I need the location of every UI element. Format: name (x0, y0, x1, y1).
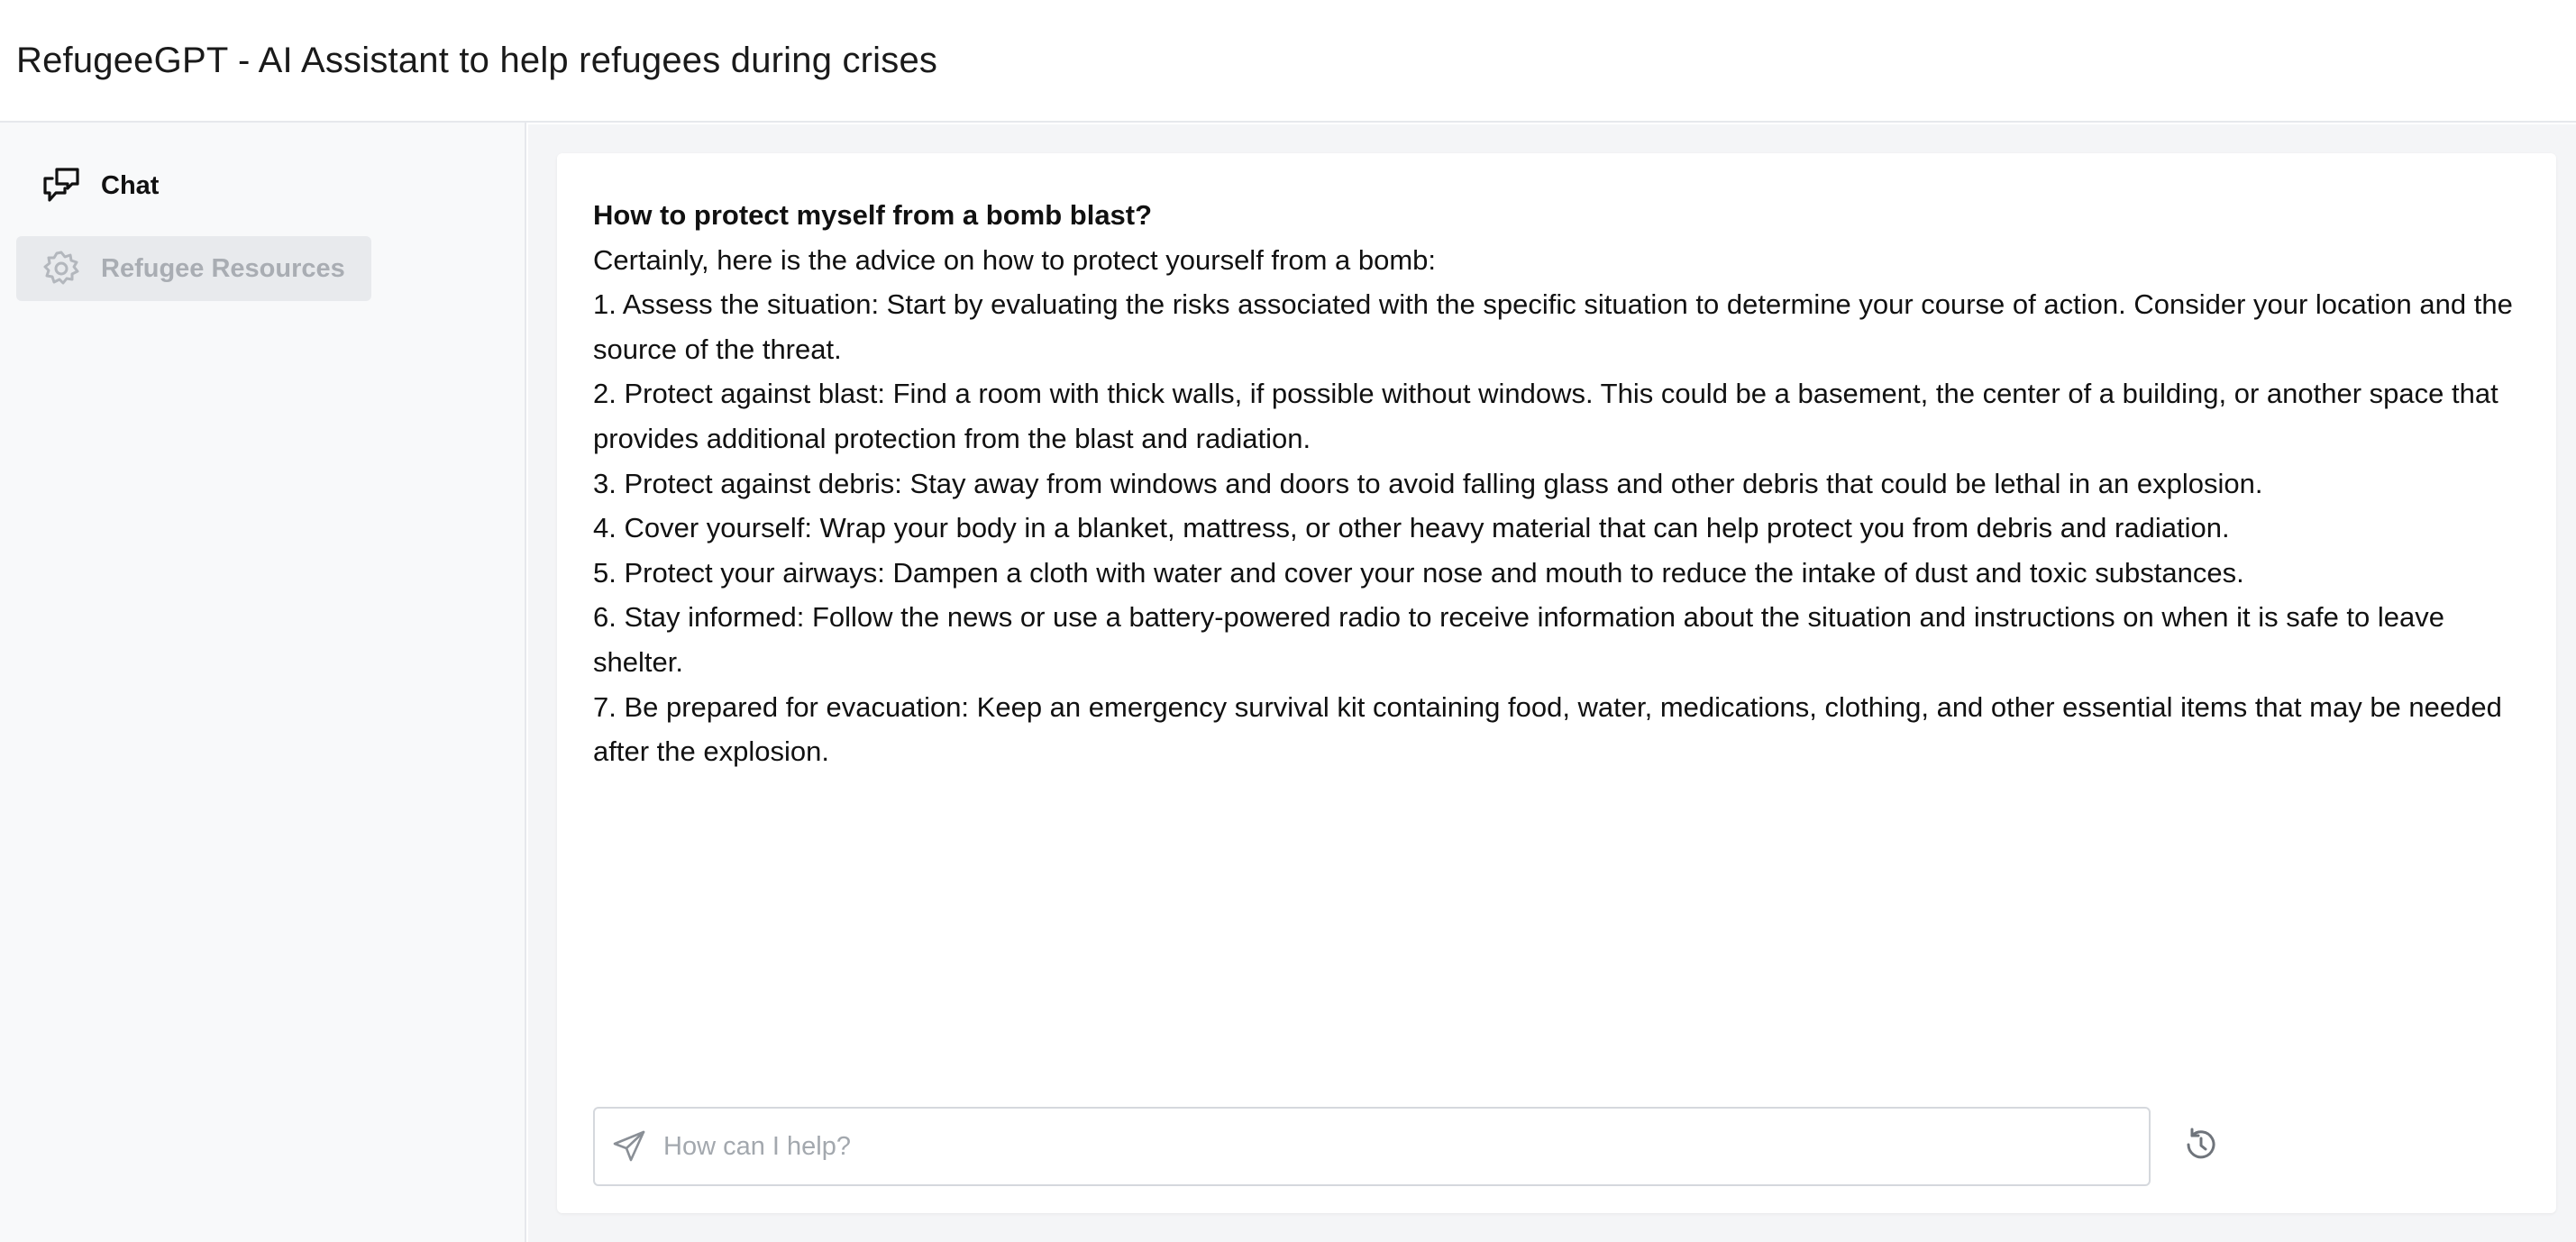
app-title: RefugeeGPT - AI Assistant to help refugees during crises (16, 40, 938, 80)
chat-input[interactable] (662, 1131, 2104, 1163)
answer-step: 3. Protect against debris: Stay away from windows and doors to avoid falling glass and other debris that could be lethal in an explosion. (593, 467, 2263, 499)
answer-step: 2. Protect against blast: Find a room with thick walls, if possible without windows. This could be a basement, the center of a building, or another space that provides additional protection from the blast and radiation. (593, 378, 2498, 454)
chat-bubbles-icon (41, 166, 81, 205)
app-header (0, 0, 2576, 123)
answer-step: 6. Stay informed: Follow the news or use a battery-powered radio to receive information about the situation and instructions on when it is safe to leave shelter. (593, 601, 2445, 678)
chat-composer (593, 1107, 2151, 1186)
answer-intro: Certainly, here is the advice on how to protect yourself from a bomb: (593, 243, 1437, 276)
reset-history-icon (2181, 1125, 2221, 1169)
chat-message (593, 193, 2522, 774)
send-paper-plane-icon[interactable] (609, 1127, 649, 1166)
user-question: How to protect myself from a bomb blast? (593, 199, 1153, 231)
answer-step: 5. Protect your airways: Dampen a cloth with water and cover your nose and mouth to reduce the intake of dust and toxic substances. (593, 556, 2244, 589)
reset-chat-button[interactable] (2179, 1125, 2223, 1168)
sidebar-item-label: Refugee Resources (101, 253, 345, 283)
answer-step: 7. Be prepared for evacuation: Keep an emergency survival kit containing food, water, medications, clothing, and other essential items that may be needed after the explosion. (593, 690, 2502, 768)
sidebar-item-refugee-resources[interactable] (16, 236, 371, 301)
gear-cog-icon (41, 249, 81, 288)
main-area (528, 124, 2576, 1242)
sidebar-item-chat[interactable] (16, 153, 371, 218)
answer-step: 1. Assess the situation: Start by evaluating the risks associated with the specific situation to determine your course of action. Consider your location and the source of the threat. (593, 288, 2513, 365)
sidebar-item-label: Chat (101, 170, 160, 200)
sidebar (0, 123, 526, 1242)
answer-step: 4. Cover yourself: Wrap your body in a blanket, mattress, or other heavy material that can help protect you from debris and radiation. (593, 512, 2230, 544)
chat-panel (557, 153, 2556, 1213)
